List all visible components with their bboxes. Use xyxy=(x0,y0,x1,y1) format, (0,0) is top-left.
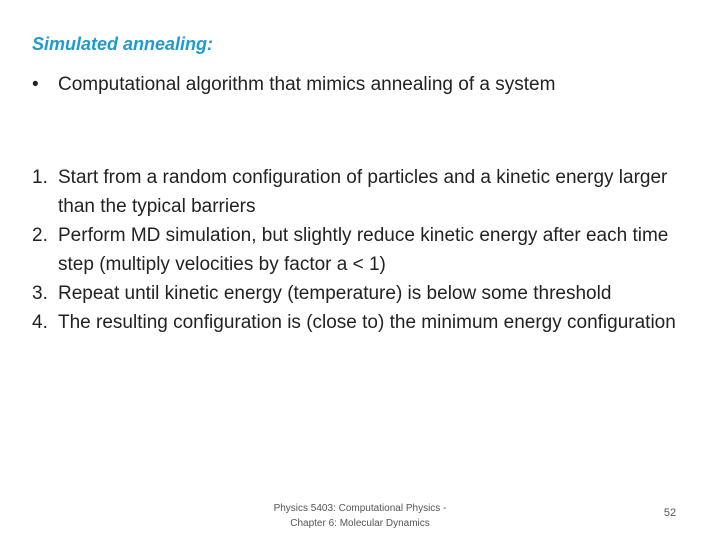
page-number: 52 xyxy=(663,507,677,519)
step-item xyxy=(32,221,692,279)
step-item xyxy=(32,279,692,308)
bullet-text: Computational algorithm that mimics annealing of a system xyxy=(58,74,556,95)
steps-list xyxy=(32,163,692,337)
footer-line-course: Physics 5403: Computational Physics - xyxy=(273,503,447,514)
step-text: Repeat until kinetic energy (temperature) is below some threshold xyxy=(58,283,612,304)
step-item xyxy=(32,163,692,221)
slide-title: Simulated annealing: xyxy=(32,34,214,54)
footer-line-chapter: Chapter 6: Molecular Dynamics xyxy=(290,518,430,529)
bullet-item xyxy=(32,73,555,97)
step-item xyxy=(32,308,692,337)
step-number: 1. xyxy=(32,167,48,188)
step-text: The resulting configuration is (close to) the minimum energy configuration xyxy=(58,312,676,333)
step-number: 4. xyxy=(32,312,48,333)
step-text: Perform MD simulation, but slightly reduce kinetic energy after each time step (multiply velocities by factor a < 1) xyxy=(58,225,669,275)
step-text: Start from a random configuration of particles and a kinetic energy larger than the typical barriers xyxy=(58,167,668,217)
step-number: 3. xyxy=(32,283,48,304)
bullet-mark: • xyxy=(32,74,39,95)
step-number: 2. xyxy=(32,225,48,246)
slide-footer xyxy=(250,501,470,531)
